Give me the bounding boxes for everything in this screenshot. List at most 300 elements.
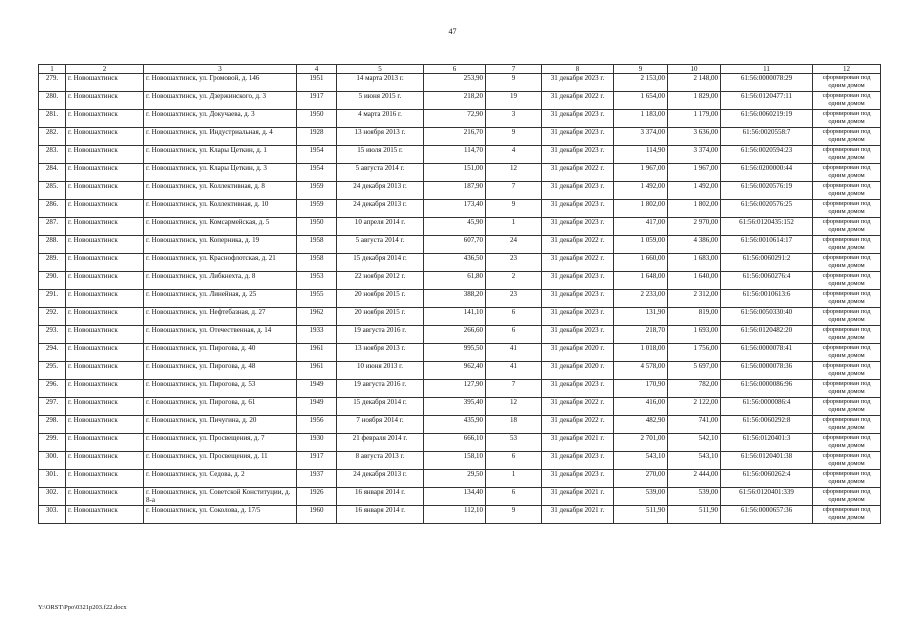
address-cell: г. Новошахтинск, ул. Клары Цеткин, д. 1 <box>144 146 297 164</box>
area-cell: 266,60 <box>424 326 486 344</box>
planned-date-cell: 31 декабря 2023 г. <box>542 200 614 218</box>
year-built-cell: 1958 <box>297 254 337 272</box>
column-number: 12 <box>813 65 881 74</box>
row-number: 302. <box>39 488 66 506</box>
value-cell: 1 802,00 <box>614 200 668 218</box>
row-number: 281. <box>39 110 66 128</box>
planned-date-cell: 31 декабря 2022 г. <box>542 254 614 272</box>
year-built-cell: 1954 <box>297 164 337 182</box>
value-cell: 782,00 <box>668 380 721 398</box>
value-cell: 511,90 <box>614 506 668 524</box>
value-cell: 1 693,00 <box>668 326 721 344</box>
date-cell: 8 августа 2013 г. <box>337 452 424 470</box>
area-cell: 607,70 <box>424 236 486 254</box>
status-cell: сформирован под одним домом <box>813 344 881 362</box>
value-cell: 741,00 <box>668 416 721 434</box>
planned-date-cell: 31 декабря 2023 г. <box>542 326 614 344</box>
cadastral-number-cell: 61:56:0020576:25 <box>721 200 813 218</box>
area-cell: 666,10 <box>424 434 486 452</box>
planned-date-cell: 31 декабря 2023 г. <box>542 272 614 290</box>
date-cell: 10 июня 2013 г. <box>337 362 424 380</box>
date-cell: 15 декабря 2014 г. <box>337 398 424 416</box>
value-cell: 539,00 <box>614 488 668 506</box>
cadastral-number-cell: 61:56:0120401:339 <box>721 488 813 506</box>
year-built-cell: 1959 <box>297 200 337 218</box>
city-cell: г. Новошахтинск <box>66 326 144 344</box>
address-cell: г. Новошахтинск, ул. Либкнехта, д. 8 <box>144 272 297 290</box>
area-cell: 127,90 <box>424 380 486 398</box>
area-cell: 173,40 <box>424 200 486 218</box>
table-row <box>39 416 881 434</box>
cadastral-number-cell: 61:56:0060292:8 <box>721 416 813 434</box>
value-cell: 2 444,00 <box>668 470 721 488</box>
row-number: 301. <box>39 470 66 488</box>
area-cell: 72,90 <box>424 110 486 128</box>
status-cell: сформирован под одним домом <box>813 398 881 416</box>
planned-date-cell: 31 декабря 2021 г. <box>542 506 614 524</box>
planned-date-cell: 31 декабря 2023 г. <box>542 380 614 398</box>
year-built-cell: 1959 <box>297 182 337 200</box>
value-cell: 416,00 <box>614 398 668 416</box>
address-cell: г. Новошахтинск, ул. Дзержинского, д. 3 <box>144 92 297 110</box>
planned-date-cell: 31 декабря 2021 г. <box>542 488 614 506</box>
year-built-cell: 1962 <box>297 308 337 326</box>
address-cell: г. Новошахтинск, ул. Краснофлотская, д. 21 <box>144 254 297 272</box>
column-number: 9 <box>614 65 668 74</box>
row-number: 300. <box>39 452 66 470</box>
table-row <box>39 434 881 452</box>
address-cell: г. Новошахтинск, ул. Коперника, д. 19 <box>144 236 297 254</box>
count-cell: 3 <box>486 110 542 128</box>
status-cell: сформирован под одним домом <box>813 416 881 434</box>
city-cell: г. Новошахтинск <box>66 434 144 452</box>
column-number: 10 <box>668 65 721 74</box>
area-cell: 112,10 <box>424 506 486 524</box>
date-cell: 20 ноября 2015 г. <box>337 290 424 308</box>
table-row <box>39 218 881 236</box>
status-cell: сформирован под одним домом <box>813 380 881 398</box>
planned-date-cell: 31 декабря 2023 г. <box>542 308 614 326</box>
row-number: 285. <box>39 182 66 200</box>
area-cell: 45,90 <box>424 218 486 236</box>
date-cell: 16 января 2014 г. <box>337 506 424 524</box>
city-cell: г. Новошахтинск <box>66 92 144 110</box>
table-row <box>39 200 881 218</box>
row-number: 286. <box>39 200 66 218</box>
planned-date-cell: 31 декабря 2020 г. <box>542 362 614 380</box>
count-cell: 2 <box>486 272 542 290</box>
area-cell: 114,70 <box>424 146 486 164</box>
cadastral-number-cell: 61:56:0050330:40 <box>721 308 813 326</box>
row-number: 292. <box>39 308 66 326</box>
value-cell: 170,90 <box>614 380 668 398</box>
year-built-cell: 1960 <box>297 506 337 524</box>
planned-date-cell: 31 декабря 2022 г. <box>542 92 614 110</box>
year-built-cell: 1930 <box>297 434 337 452</box>
footer-file-path: Y:\ORST\Ppo\0321p203.f22.docx <box>38 604 127 611</box>
cadastral-number-cell: 61:56:0120435:152 <box>721 218 813 236</box>
address-cell: г. Новошахтинск, ул. Комсармейская, д. 5 <box>144 218 297 236</box>
address-cell: г. Новошахтинск, ул. Пирогова, д. 48 <box>144 362 297 380</box>
city-cell: г. Новошахтинск <box>66 506 144 524</box>
planned-date-cell: 31 декабря 2022 г. <box>542 398 614 416</box>
row-number: 283. <box>39 146 66 164</box>
cadastral-number-cell: 61:56:0060291:2 <box>721 254 813 272</box>
column-number: 5 <box>337 65 424 74</box>
table-row <box>39 128 881 146</box>
count-cell: 9 <box>486 74 542 92</box>
table-row <box>39 74 881 92</box>
planned-date-cell: 31 декабря 2023 г. <box>542 110 614 128</box>
count-cell: 23 <box>486 254 542 272</box>
value-cell: 1 802,00 <box>668 200 721 218</box>
city-cell: г. Новошахтинск <box>66 218 144 236</box>
cadastral-number-cell: 61:56:0060262:4 <box>721 470 813 488</box>
value-cell: 1 829,00 <box>668 92 721 110</box>
city-cell: г. Новошахтинск <box>66 290 144 308</box>
value-cell: 1 967,00 <box>668 164 721 182</box>
table-row <box>39 506 881 524</box>
value-cell: 417,00 <box>614 218 668 236</box>
status-cell: сформирован под одним домом <box>813 506 881 524</box>
city-cell: г. Новошахтинск <box>66 128 144 146</box>
cadastral-number-cell: 61:56:0120401:38 <box>721 452 813 470</box>
row-number: 284. <box>39 164 66 182</box>
value-cell: 131,90 <box>614 308 668 326</box>
table-row <box>39 380 881 398</box>
row-number: 294. <box>39 344 66 362</box>
address-cell: г. Новошахтинск, ул. Докучаева, д. 3 <box>144 110 297 128</box>
city-cell: г. Новошахтинск <box>66 488 144 506</box>
city-cell: г. Новошахтинск <box>66 470 144 488</box>
status-cell: сформирован под одним домом <box>813 470 881 488</box>
row-number: 298. <box>39 416 66 434</box>
year-built-cell: 1937 <box>297 470 337 488</box>
value-cell: 218,70 <box>614 326 668 344</box>
row-number: 296. <box>39 380 66 398</box>
city-cell: г. Новошахтинск <box>66 308 144 326</box>
cadastral-number-cell: 61:56:0000078:36 <box>721 362 813 380</box>
address-cell: г. Новошахтинск, ул. Громовой, д. 146 <box>144 74 297 92</box>
table-row <box>39 164 881 182</box>
count-cell: 6 <box>486 326 542 344</box>
value-cell: 1 018,00 <box>614 344 668 362</box>
row-number: 289. <box>39 254 66 272</box>
date-cell: 21 февраля 2014 г. <box>337 434 424 452</box>
address-cell: г. Новошахтинск, ул. Клары Цеткин, д. 3 <box>144 164 297 182</box>
table-row <box>39 290 881 308</box>
column-number-row <box>39 65 881 74</box>
housing-register-table <box>38 64 881 524</box>
count-cell: 24 <box>486 236 542 254</box>
city-cell: г. Новошахтинск <box>66 236 144 254</box>
area-cell: 253,90 <box>424 74 486 92</box>
date-cell: 5 августа 2014 г. <box>337 164 424 182</box>
area-cell: 61,80 <box>424 272 486 290</box>
year-built-cell: 1955 <box>297 290 337 308</box>
year-built-cell: 1917 <box>297 92 337 110</box>
column-number: 11 <box>721 65 813 74</box>
status-cell: сформирован под одним домом <box>813 434 881 452</box>
cadastral-number-cell: 61:56:0060276:4 <box>721 272 813 290</box>
table-row <box>39 344 881 362</box>
column-number: 4 <box>297 65 337 74</box>
table-row <box>39 92 881 110</box>
city-cell: г. Новошахтинск <box>66 146 144 164</box>
table-row <box>39 272 881 290</box>
status-cell: сформирован под одним домом <box>813 326 881 344</box>
row-number: 282. <box>39 128 66 146</box>
value-cell: 114,90 <box>614 146 668 164</box>
date-cell: 13 ноября 2013 г. <box>337 128 424 146</box>
value-cell: 1 648,00 <box>614 272 668 290</box>
cadastral-number-cell: 61:56:0020576:19 <box>721 182 813 200</box>
area-cell: 435,90 <box>424 416 486 434</box>
address-cell: г. Новошахтинск, ул. Пирогова, д. 40 <box>144 344 297 362</box>
planned-date-cell: 31 декабря 2023 г. <box>542 182 614 200</box>
value-cell: 1 967,00 <box>614 164 668 182</box>
year-built-cell: 1961 <box>297 344 337 362</box>
value-cell: 543,10 <box>614 452 668 470</box>
address-cell: г. Новошахтинск, ул. Нефтебазная, д. 27 <box>144 308 297 326</box>
status-cell: сформирован под одним домом <box>813 218 881 236</box>
date-cell: 13 ноября 2013 г. <box>337 344 424 362</box>
year-built-cell: 1958 <box>297 236 337 254</box>
cadastral-number-cell: 61:56:0120401:3 <box>721 434 813 452</box>
count-cell: 6 <box>486 308 542 326</box>
status-cell: сформирован под одним домом <box>813 110 881 128</box>
planned-date-cell: 31 декабря 2022 г. <box>542 416 614 434</box>
year-built-cell: 1949 <box>297 398 337 416</box>
count-cell: 6 <box>486 452 542 470</box>
row-number: 280. <box>39 92 66 110</box>
value-cell: 1 492,00 <box>668 182 721 200</box>
value-cell: 2 233,00 <box>614 290 668 308</box>
value-cell: 1 756,00 <box>668 344 721 362</box>
area-cell: 995,50 <box>424 344 486 362</box>
date-cell: 14 марта 2013 г. <box>337 74 424 92</box>
year-built-cell: 1956 <box>297 416 337 434</box>
address-cell: г. Новошахтинск, ул. Коллективная, д. 8 <box>144 182 297 200</box>
value-cell: 4 386,00 <box>668 236 721 254</box>
row-number: 290. <box>39 272 66 290</box>
address-cell: г. Новошахтинск, ул. Просвещения, д. 11 <box>144 452 297 470</box>
status-cell: сформирован под одним домом <box>813 308 881 326</box>
date-cell: 15 июля 2015 г. <box>337 146 424 164</box>
count-cell: 53 <box>486 434 542 452</box>
year-built-cell: 1928 <box>297 128 337 146</box>
city-cell: г. Новошахтинск <box>66 200 144 218</box>
address-cell: г. Новошахтинск, ул. Пирогова, д. 53 <box>144 380 297 398</box>
address-cell: г. Новошахтинск, ул. Отечественная, д. 14 <box>144 326 297 344</box>
value-cell: 2 122,00 <box>668 398 721 416</box>
value-cell: 542,10 <box>668 434 721 452</box>
count-cell: 12 <box>486 164 542 182</box>
address-cell: г. Новошахтинск, ул. Коллективная, д. 10 <box>144 200 297 218</box>
row-number: 297. <box>39 398 66 416</box>
planned-date-cell: 31 декабря 2020 г. <box>542 344 614 362</box>
date-cell: 15 декабря 2014 г. <box>337 254 424 272</box>
year-built-cell: 1949 <box>297 380 337 398</box>
table-row <box>39 254 881 272</box>
row-number: 279. <box>39 74 66 92</box>
city-cell: г. Новошахтинск <box>66 344 144 362</box>
area-cell: 388,20 <box>424 290 486 308</box>
count-cell: 4 <box>486 146 542 164</box>
cadastral-number-cell: 61:56:0010613:6 <box>721 290 813 308</box>
status-cell: сформирован под одним домом <box>813 254 881 272</box>
address-cell: г. Новошахтинск, ул. Индустриальная, д. 4 <box>144 128 297 146</box>
value-cell: 539,00 <box>668 488 721 506</box>
value-cell: 3 374,00 <box>614 128 668 146</box>
date-cell: 20 ноября 2015 г. <box>337 308 424 326</box>
status-cell: сформирован под одним домом <box>813 92 881 110</box>
city-cell: г. Новошахтинск <box>66 380 144 398</box>
address-cell: г. Новошахтинск, ул. Линейная, д. 25 <box>144 290 297 308</box>
area-cell: 962,40 <box>424 362 486 380</box>
value-cell: 511,90 <box>668 506 721 524</box>
city-cell: г. Новошахтинск <box>66 74 144 92</box>
planned-date-cell: 31 декабря 2021 г. <box>542 434 614 452</box>
planned-date-cell: 31 декабря 2023 г. <box>542 452 614 470</box>
value-cell: 482,90 <box>614 416 668 434</box>
table-row <box>39 470 881 488</box>
date-cell: 22 ноября 2012 г. <box>337 272 424 290</box>
value-cell: 5 697,00 <box>668 362 721 380</box>
row-number: 288. <box>39 236 66 254</box>
count-cell: 6 <box>486 488 542 506</box>
date-cell: 24 декабря 2013 г. <box>337 182 424 200</box>
cadastral-number-cell: 61:56:0120477:11 <box>721 92 813 110</box>
cadastral-number-cell: 61:56:0000078:29 <box>721 74 813 92</box>
area-cell: 141,10 <box>424 308 486 326</box>
area-cell: 29,50 <box>424 470 486 488</box>
date-cell: 4 марта 2016 г. <box>337 110 424 128</box>
year-built-cell: 1917 <box>297 452 337 470</box>
area-cell: 218,20 <box>424 92 486 110</box>
count-cell: 23 <box>486 290 542 308</box>
count-cell: 12 <box>486 398 542 416</box>
value-cell: 1 654,00 <box>614 92 668 110</box>
city-cell: г. Новошахтинск <box>66 254 144 272</box>
status-cell: сформирован под одним домом <box>813 164 881 182</box>
area-cell: 151,00 <box>424 164 486 182</box>
value-cell: 1 492,00 <box>614 182 668 200</box>
city-cell: г. Новошахтинск <box>66 362 144 380</box>
count-cell: 1 <box>486 218 542 236</box>
count-cell: 9 <box>486 506 542 524</box>
planned-date-cell: 31 декабря 2023 г. <box>542 290 614 308</box>
status-cell: сформирован под одним домом <box>813 272 881 290</box>
area-cell: 436,50 <box>424 254 486 272</box>
address-cell: г. Новошахтинск, ул. Советской Конституции, д. 8-а <box>144 488 297 506</box>
area-cell: 158,10 <box>424 452 486 470</box>
value-cell: 4 578,00 <box>614 362 668 380</box>
address-cell: г. Новошахтинск, ул. Просвещения, д. 7 <box>144 434 297 452</box>
table-row <box>39 236 881 254</box>
row-number: 291. <box>39 290 66 308</box>
value-cell: 1 660,00 <box>614 254 668 272</box>
row-number: 299. <box>39 434 66 452</box>
value-cell: 543,10 <box>668 452 721 470</box>
value-cell: 1 640,00 <box>668 272 721 290</box>
city-cell: г. Новошахтинск <box>66 272 144 290</box>
year-built-cell: 1961 <box>297 362 337 380</box>
table-row <box>39 452 881 470</box>
status-cell: сформирован под одним домом <box>813 488 881 506</box>
year-built-cell: 1951 <box>297 74 337 92</box>
value-cell: 1 183,00 <box>614 110 668 128</box>
column-number: 1 <box>39 65 66 74</box>
count-cell: 1 <box>486 470 542 488</box>
city-cell: г. Новошахтинск <box>66 398 144 416</box>
status-cell: сформирован под одним домом <box>813 290 881 308</box>
column-number: 7 <box>486 65 542 74</box>
date-cell: 19 августа 2016 г. <box>337 326 424 344</box>
address-cell: г. Новошахтинск, ул. Пичугина, д. 20 <box>144 416 297 434</box>
value-cell: 2 701,00 <box>614 434 668 452</box>
planned-date-cell: 31 декабря 2022 г. <box>542 164 614 182</box>
table-row <box>39 362 881 380</box>
area-cell: 187,90 <box>424 182 486 200</box>
status-cell: сформирован под одним домом <box>813 236 881 254</box>
status-cell: сформирован под одним домом <box>813 146 881 164</box>
planned-date-cell: 31 декабря 2023 г. <box>542 146 614 164</box>
city-cell: г. Новошахтинск <box>66 452 144 470</box>
value-cell: 1 179,00 <box>668 110 721 128</box>
table-row <box>39 308 881 326</box>
count-cell: 41 <box>486 362 542 380</box>
year-built-cell: 1954 <box>297 146 337 164</box>
cadastral-number-cell: 61:56:0000657:36 <box>721 506 813 524</box>
count-cell: 18 <box>486 416 542 434</box>
status-cell: сформирован под одним домом <box>813 74 881 92</box>
cadastral-number-cell: 61:56:0060219:19 <box>721 110 813 128</box>
city-cell: г. Новошахтинск <box>66 416 144 434</box>
row-number: 295. <box>39 362 66 380</box>
date-cell: 5 июня 2015 г. <box>337 92 424 110</box>
row-number: 303. <box>39 506 66 524</box>
cadastral-number-cell: 61:56:0000086:96 <box>721 380 813 398</box>
year-built-cell: 1926 <box>297 488 337 506</box>
planned-date-cell: 31 декабря 2022 г. <box>542 236 614 254</box>
column-number: 2 <box>66 65 144 74</box>
table-row <box>39 398 881 416</box>
count-cell: 9 <box>486 200 542 218</box>
cadastral-number-cell: 61:56:0120482:20 <box>721 326 813 344</box>
table-row <box>39 488 881 506</box>
planned-date-cell: 31 декабря 2023 г. <box>542 218 614 236</box>
value-cell: 819,00 <box>668 308 721 326</box>
planned-date-cell: 31 декабря 2023 г. <box>542 128 614 146</box>
cadastral-number-cell: 61:56:0020558:7 <box>721 128 813 146</box>
planned-date-cell: 31 декабря 2023 г. <box>542 74 614 92</box>
table-row <box>39 182 881 200</box>
date-cell: 24 декабря 2013 г. <box>337 200 424 218</box>
column-number: 8 <box>542 65 614 74</box>
area-cell: 395,40 <box>424 398 486 416</box>
value-cell: 2 153,00 <box>614 74 668 92</box>
value-cell: 3 636,00 <box>668 128 721 146</box>
year-built-cell: 1950 <box>297 218 337 236</box>
count-cell: 19 <box>486 92 542 110</box>
count-cell: 9 <box>486 128 542 146</box>
address-cell: г. Новошахтинск, ул. Соколова, д. 17/5 <box>144 506 297 524</box>
area-cell: 134,40 <box>424 488 486 506</box>
status-cell: сформирован под одним домом <box>813 200 881 218</box>
city-cell: г. Новошахтинск <box>66 164 144 182</box>
city-cell: г. Новошахтинск <box>66 182 144 200</box>
